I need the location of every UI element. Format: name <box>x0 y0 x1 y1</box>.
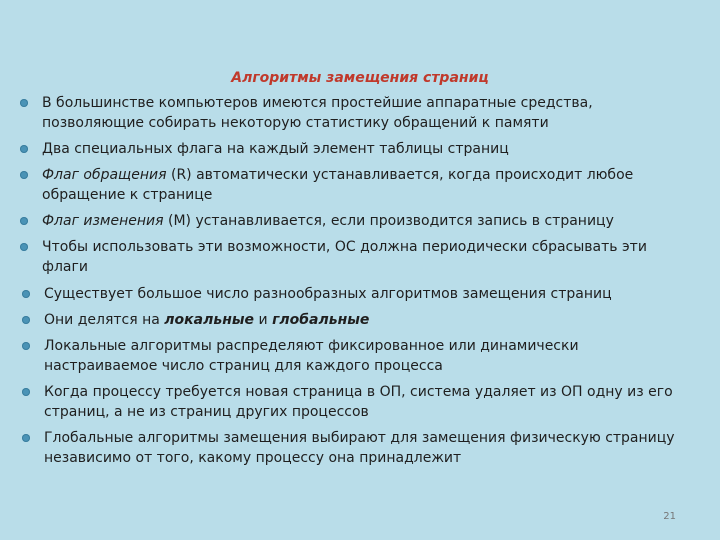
bullet-text: Существует большое число разнообразных алгоритмов замещения страниц <box>44 286 612 302</box>
bullet-text: Чтобы использовать эти возможности, ОС должна периодически сбрасывать эти флаги <box>42 239 647 275</box>
bullet-icon <box>22 290 30 298</box>
bullet-item <box>18 93 678 133</box>
bullet-icon <box>22 316 30 324</box>
bullet-icon <box>20 171 28 179</box>
bullet-icon <box>20 243 28 251</box>
bullet-text: (R) автоматически устанавливается, когда происходит любое обращение к странице <box>42 167 634 203</box>
bullet-list-bottom <box>20 284 680 474</box>
bullet-emphasis-local: локальные <box>164 312 255 328</box>
bullet-icon <box>20 145 28 153</box>
bullet-icon <box>22 434 30 442</box>
bullet-list-top <box>18 93 678 283</box>
bullet-text: и <box>254 312 273 328</box>
bullet-icon <box>22 388 30 396</box>
bullet-icon <box>20 217 28 225</box>
bullet-emphasis: Флаг обращения <box>42 167 167 183</box>
bullet-item <box>18 139 678 159</box>
slide-title: Алгоритмы замещения страниц <box>231 70 489 86</box>
bullet-text: Когда процессу требуется новая страница в ОП, система удаляет из ОП одну из его страниц, а не из страниц других процессов <box>44 384 673 420</box>
bullet-item <box>18 211 678 231</box>
bullet-emphasis-global: глобальные <box>272 312 370 328</box>
bullet-text: Они делятся на <box>44 312 165 328</box>
bullet-icon <box>22 342 30 350</box>
bullet-item <box>20 382 680 422</box>
bullet-text: (M) устанавливается, если производится запись в страницу <box>163 213 614 229</box>
bullet-item <box>20 336 680 376</box>
page-number: 21 <box>663 511 676 522</box>
bullet-text: В большинстве компьютеров имеются простейшие аппаратные средства, позволяющие собирать некоторую статистику обращений к памяти <box>42 95 593 131</box>
bullet-item <box>20 428 680 468</box>
bullet-text: Локальные алгоритмы распределяют фиксированное или динамически настраиваемое число страниц для каждого процесса <box>44 338 579 374</box>
bullet-item <box>20 310 680 330</box>
bullet-emphasis: Флаг изменения <box>42 213 164 229</box>
bullet-item <box>18 237 678 277</box>
bullet-item <box>18 165 678 205</box>
bullet-item <box>20 284 680 304</box>
bullet-text: Два специальных флага на каждый элемент таблицы страниц <box>42 141 509 157</box>
bullet-text: Глобальные алгоритмы замещения выбирают для замещения физическую страницу независимо от того, какому процессу она принадлежит <box>44 430 675 466</box>
bullet-icon <box>20 99 28 107</box>
